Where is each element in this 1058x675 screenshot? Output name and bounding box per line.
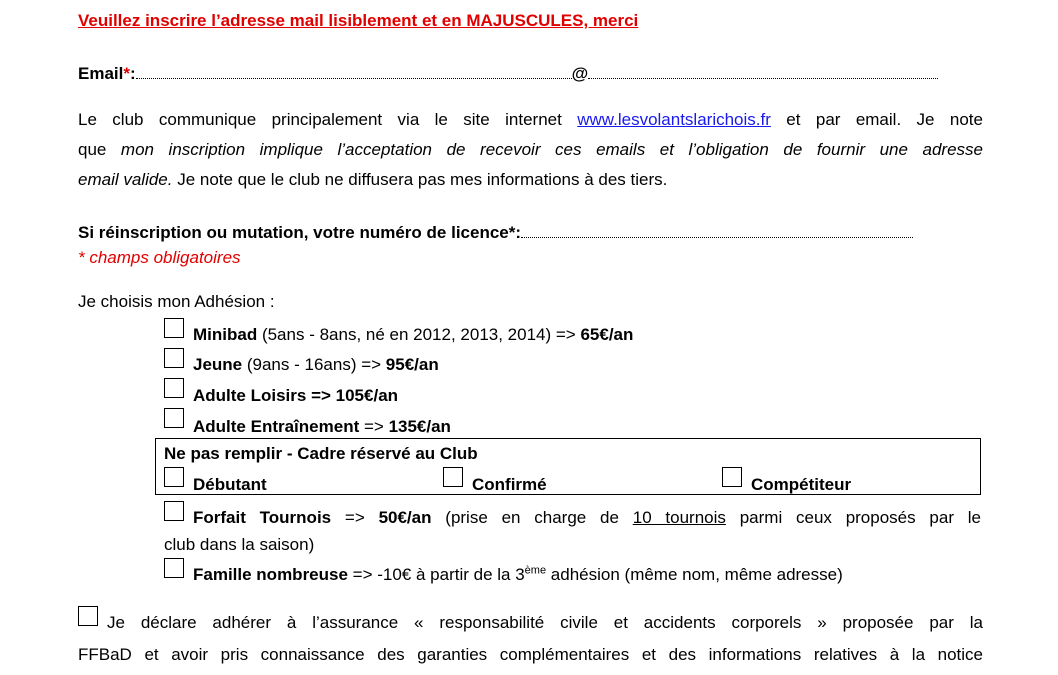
communication-line-2 bbox=[78, 140, 983, 160]
competiteur-label: Compétiteur bbox=[751, 475, 852, 494]
insurance-line-1: Je déclare adhérer à l’assurance « responsabilité civile et accidents corporels » proposée par la bbox=[107, 613, 983, 632]
email-local-field[interactable] bbox=[136, 66, 572, 79]
adulte-entrainement-checkbox[interactable] bbox=[164, 408, 184, 428]
entrainement-name: Adulte Entraînement bbox=[193, 417, 360, 436]
famille-detail-end: adhésion (même nom, même adresse) bbox=[546, 565, 843, 584]
communication-text: Le club communique principalement via le site internet bbox=[78, 110, 578, 129]
license-label: Si réinscription ou mutation, votre numéro de licence*: bbox=[78, 223, 522, 242]
famille-nombreuse-option bbox=[193, 565, 843, 585]
minibad-price: 65€/an bbox=[580, 325, 634, 344]
famille-name: Famille nombreuse bbox=[193, 565, 348, 584]
forfait-arrow: => bbox=[331, 508, 379, 527]
club-website-link[interactable]: www.lesvolantslarichois.fr bbox=[577, 110, 771, 129]
communication-italic-3: email valide. bbox=[78, 170, 173, 189]
confirme-label: Confirmé bbox=[472, 475, 547, 494]
club-box-title: Ne pas remplir - Cadre réservé au Club bbox=[164, 444, 478, 463]
jeune-checkbox[interactable] bbox=[164, 348, 184, 368]
email-domain-field[interactable] bbox=[588, 66, 938, 79]
famille-detail: => -10€ à partir de la 3 bbox=[347, 565, 525, 584]
license-row bbox=[78, 223, 913, 243]
communication-italic-2: mon inscription implique l’acceptation de recevoir ces emails et l’obligation de fournir une adresse bbox=[120, 140, 983, 159]
communication-text-end: et par email. Je note bbox=[770, 110, 983, 129]
forfait-name: Forfait Tournois bbox=[193, 508, 332, 527]
insurance-checkbox[interactable] bbox=[78, 606, 98, 626]
adulte-entrainement-option bbox=[193, 417, 451, 437]
communication-text-3: Je note que le club ne diffusera pas mes informations à des tiers. bbox=[172, 170, 668, 189]
jeune-option bbox=[193, 355, 439, 375]
jeune-price: 95€/an bbox=[385, 355, 439, 374]
jeune-detail: (9ans - 16ans) => bbox=[242, 355, 386, 374]
forfait-tournois-line-2: club dans la saison) bbox=[164, 535, 315, 554]
entrainement-price: 135€/an bbox=[388, 417, 451, 436]
entrainement-detail: => bbox=[359, 417, 389, 436]
required-fields-note: * champs obligatoires bbox=[78, 248, 241, 267]
required-asterisk: * bbox=[123, 64, 130, 83]
jeune-name: Jeune bbox=[193, 355, 243, 374]
competiteur-checkbox[interactable] bbox=[722, 467, 742, 487]
forfait-price: 50€/an bbox=[378, 508, 432, 527]
forfait-tournois-count: 10 tournois bbox=[632, 508, 726, 527]
adulte-loisirs-checkbox[interactable] bbox=[164, 378, 184, 398]
famille-superscript: ème bbox=[524, 564, 547, 577]
debutant-label: Débutant bbox=[193, 475, 267, 494]
forfait-detail: (prise en charge de bbox=[431, 508, 633, 527]
famille-nombreuse-checkbox[interactable] bbox=[164, 558, 184, 578]
email-label: Email bbox=[78, 64, 124, 83]
minibad-name: Minibad bbox=[193, 325, 258, 344]
email-colon: : bbox=[129, 64, 136, 83]
notice-heading: Veuillez inscrire l’adresse mail lisiblement et en MAJUSCULES, merci bbox=[78, 11, 639, 30]
adulte-loisirs-option: Adulte Loisirs => 105€/an bbox=[193, 386, 399, 405]
license-number-field[interactable] bbox=[521, 225, 913, 238]
minibad-option bbox=[193, 325, 633, 345]
communication-line-1 bbox=[78, 110, 983, 130]
debutant-checkbox[interactable] bbox=[164, 467, 184, 487]
at-sign: @ bbox=[571, 64, 589, 83]
insurance-line-2: FFBaD et avoir pris connaissance des garanties complémentaires et des informations relatives à la notice bbox=[78, 645, 983, 664]
communication-text-2: que bbox=[78, 140, 121, 159]
forfait-tournois-option bbox=[193, 508, 981, 528]
email-row bbox=[78, 64, 938, 84]
minibad-checkbox[interactable] bbox=[164, 318, 184, 338]
membership-heading: Je choisis mon Adhésion : bbox=[78, 292, 275, 311]
forfait-detail-end: parmi ceux proposés par le bbox=[725, 508, 981, 527]
forfait-tournois-checkbox[interactable] bbox=[164, 501, 184, 521]
confirme-checkbox[interactable] bbox=[443, 467, 463, 487]
communication-line-3 bbox=[78, 170, 667, 190]
minibad-detail: (5ans - 8ans, né en 2012, 2013, 2014) => bbox=[257, 325, 581, 344]
